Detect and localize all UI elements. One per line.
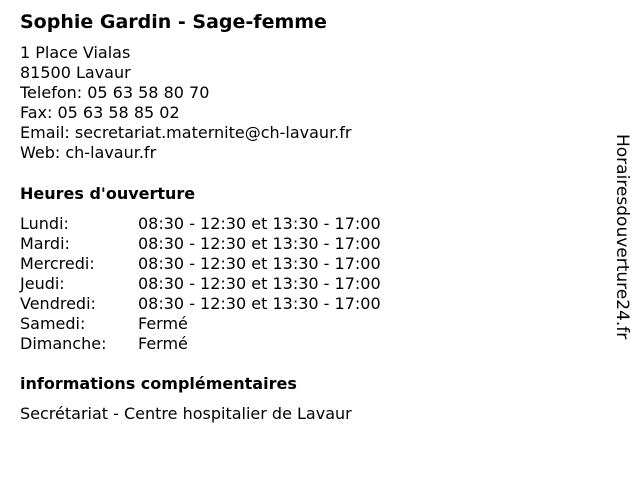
day-label: Mardi: [20, 234, 70, 253]
hours-value: Fermé [138, 334, 188, 353]
hours-row-mercredi [20, 254, 440, 274]
hours-row-vendredi [20, 294, 440, 314]
hours-row-jeudi [20, 274, 440, 294]
website: Web: ch-lavaur.fr [20, 143, 157, 162]
watermark-text: Horairesdouverture24.fr [612, 134, 632, 340]
day-label: Dimanche: [20, 334, 107, 353]
hours-value: 08:30 - 12:30 et 13:30 - 17:00 [138, 274, 381, 293]
hours-value: 08:30 - 12:30 et 13:30 - 17:00 [138, 214, 381, 233]
hours-value: 08:30 - 12:30 et 13:30 - 17:00 [138, 294, 381, 313]
day-label: Samedi: [20, 314, 86, 333]
hours-row-dimanche [20, 334, 440, 354]
day-label: Lundi: [20, 214, 69, 233]
opening-hours-table [20, 214, 440, 354]
hours-value: Fermé [138, 314, 188, 333]
phone-number: Telefon: 05 63 58 80 70 [20, 83, 210, 102]
address-line-1: 1 Place Vialas [20, 43, 131, 62]
address-line-2: 81500 Lavaur [20, 63, 131, 82]
site-watermark [612, 134, 632, 344]
day-label: Vendredi: [20, 294, 96, 313]
hours-row-samedi [20, 314, 440, 334]
contact-block [20, 43, 351, 163]
fax-number: Fax: 05 63 58 85 02 [20, 103, 180, 122]
hours-row-lundi [20, 214, 440, 234]
page-title: Sophie Gardin - Sage-femme [20, 11, 327, 33]
opening-hours-heading: Heures d'ouverture [20, 184, 196, 203]
email-address: Email: secretariat.maternite@ch-lavaur.fr [20, 123, 352, 142]
additional-info-heading: informations complémentaires [20, 374, 297, 393]
day-label: Mercredi: [20, 254, 95, 273]
day-label: Jeudi: [20, 274, 65, 293]
additional-info-text: Secrétariat - Centre hospitalier de Lavaur [20, 404, 352, 423]
hours-value: 08:30 - 12:30 et 13:30 - 17:00 [138, 254, 381, 273]
hours-row-mardi [20, 234, 440, 254]
hours-value: 08:30 - 12:30 et 13:30 - 17:00 [138, 234, 381, 253]
